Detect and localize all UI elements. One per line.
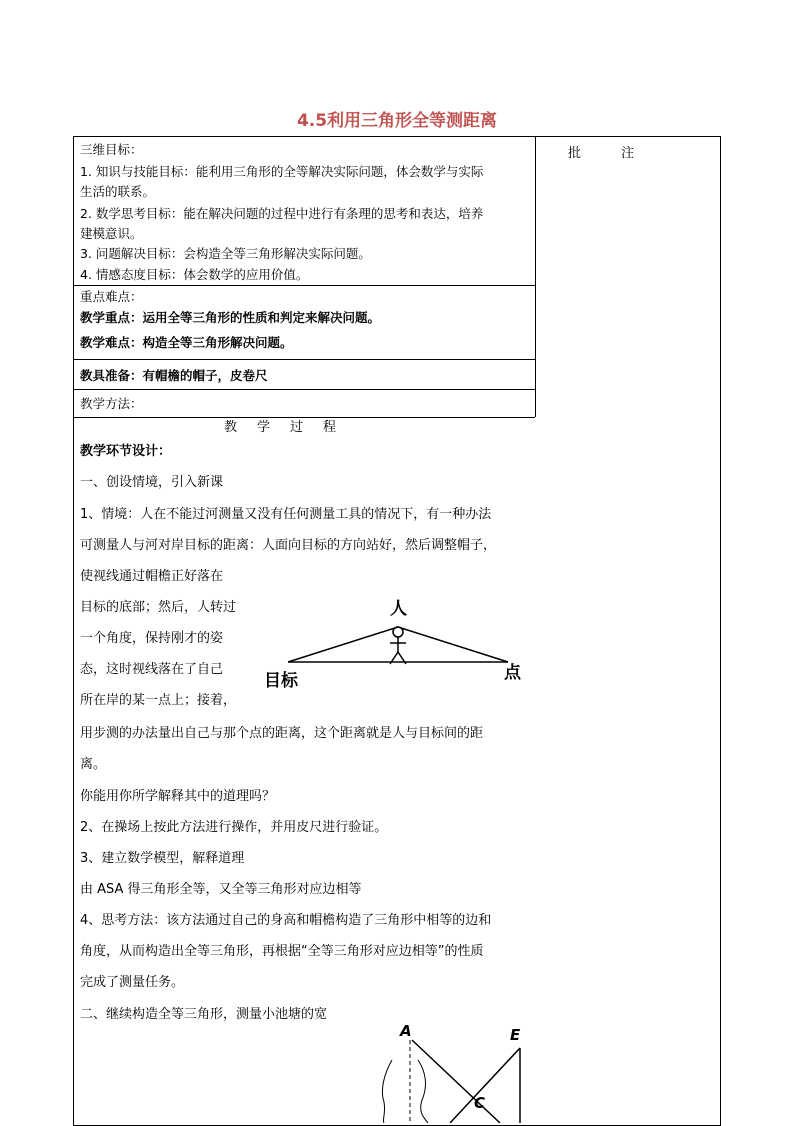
- sight-line-left: [288, 627, 398, 662]
- teaching-key-point: 教学重点：运用全等三角形的性质和判定来解决问题。: [80, 310, 381, 325]
- label-C: C: [474, 1094, 486, 1112]
- section1-line: 所在岸的某一点上；接着，: [80, 693, 237, 708]
- label-A: A: [400, 1022, 412, 1040]
- column-divider: [535, 137, 536, 417]
- objective-line: 1. 知识与技能目标：能利用三角形的全等解决实际问题，体会数学与实际: [80, 164, 484, 179]
- row-divider: [74, 285, 535, 286]
- section1-heading: 一、创设情境，引入新课: [80, 475, 224, 490]
- objective-line: 建模意识。: [80, 226, 143, 241]
- section1-line: 3、建立数学模型，解释道理: [80, 851, 245, 866]
- section2-heading: 二、继续构造全等三角形，测量小池塘的宽: [80, 1007, 328, 1022]
- section1-line: 你能用你所学解释其中的道理吗？: [80, 789, 276, 804]
- section1-line: 可测量人与河对岸目标的距离：人面向目标的方向站好，然后调整帽子，: [80, 538, 497, 553]
- section1-line: 目标的底部；然后，人转过: [80, 600, 237, 615]
- target-label: 目标: [264, 671, 298, 690]
- section1-line: 一个角度，保持刚才的姿: [80, 631, 224, 646]
- sight-line-figure: [262, 594, 528, 690]
- section1-line: 使视线通过帽檐正好落在: [80, 569, 224, 584]
- sight-line-right: [398, 627, 508, 662]
- point-label: 点: [504, 663, 521, 683]
- section1-line: 态，这时视线落在了自己: [80, 662, 224, 677]
- label-E: E: [510, 1026, 521, 1044]
- objective-line: 4. 情感态度目标：体会数学的应用价值。: [80, 267, 309, 282]
- objective-line: 生活的联系。: [80, 184, 156, 199]
- section1-line: 2、在操场上按此方法进行操作，并用皮尺进行验证。: [80, 820, 388, 835]
- person-label: 人: [390, 599, 407, 619]
- objective-line: 3. 问题解决目标：会构造全等三角形解决实际问题。: [80, 246, 371, 261]
- section1-line: 离。: [80, 757, 107, 772]
- keypoints-heading: 重点难点：: [80, 289, 143, 304]
- row-divider: [74, 359, 535, 360]
- section1-line: 由 ASA 得三角形全等，又全等三角形对应边相等: [80, 882, 362, 897]
- annotation-header: 批 注: [568, 146, 653, 161]
- teaching-difficulty: 教学难点：构造全等三角形解决问题。: [80, 335, 293, 350]
- pond-figure: [370, 1016, 530, 1123]
- section1-line: 4、思考方法：该方法通过自己的身高和帽檐构造了三角形中相等的边和: [80, 913, 492, 928]
- section1-line: 用步测的办法量出自己与那个点的距离，这个距离就是人与目标间的距: [80, 726, 484, 741]
- teaching-tools: 教具准备：有帽檐的帽子，皮卷尺: [80, 368, 268, 383]
- section1-line: 角度，从而构造出全等三角形，再根据“全等三角形对应边相等”的性质: [80, 944, 484, 959]
- teaching-method: 教学方法：: [80, 396, 143, 411]
- design-heading: 教学环节设计：: [80, 444, 172, 459]
- objective-line: 2. 数学思考目标：能在解决问题的过程中进行有条理的思考和表达，培养: [80, 206, 484, 221]
- objectives-heading: 三维目标：: [80, 142, 143, 157]
- pond-outline: [382, 1060, 428, 1123]
- stick-person-icon: [390, 627, 406, 664]
- section1-line: 完成了测量任务。: [80, 975, 185, 990]
- page-title: 4.5利用三角形全等测距离: [296, 111, 498, 131]
- section1-line: 1、情境：人在不能过河测量又没有任何测量工具的情况下，有一种办法: [80, 507, 492, 522]
- row-divider: [74, 389, 535, 390]
- process-heading: 教学过程: [224, 420, 357, 435]
